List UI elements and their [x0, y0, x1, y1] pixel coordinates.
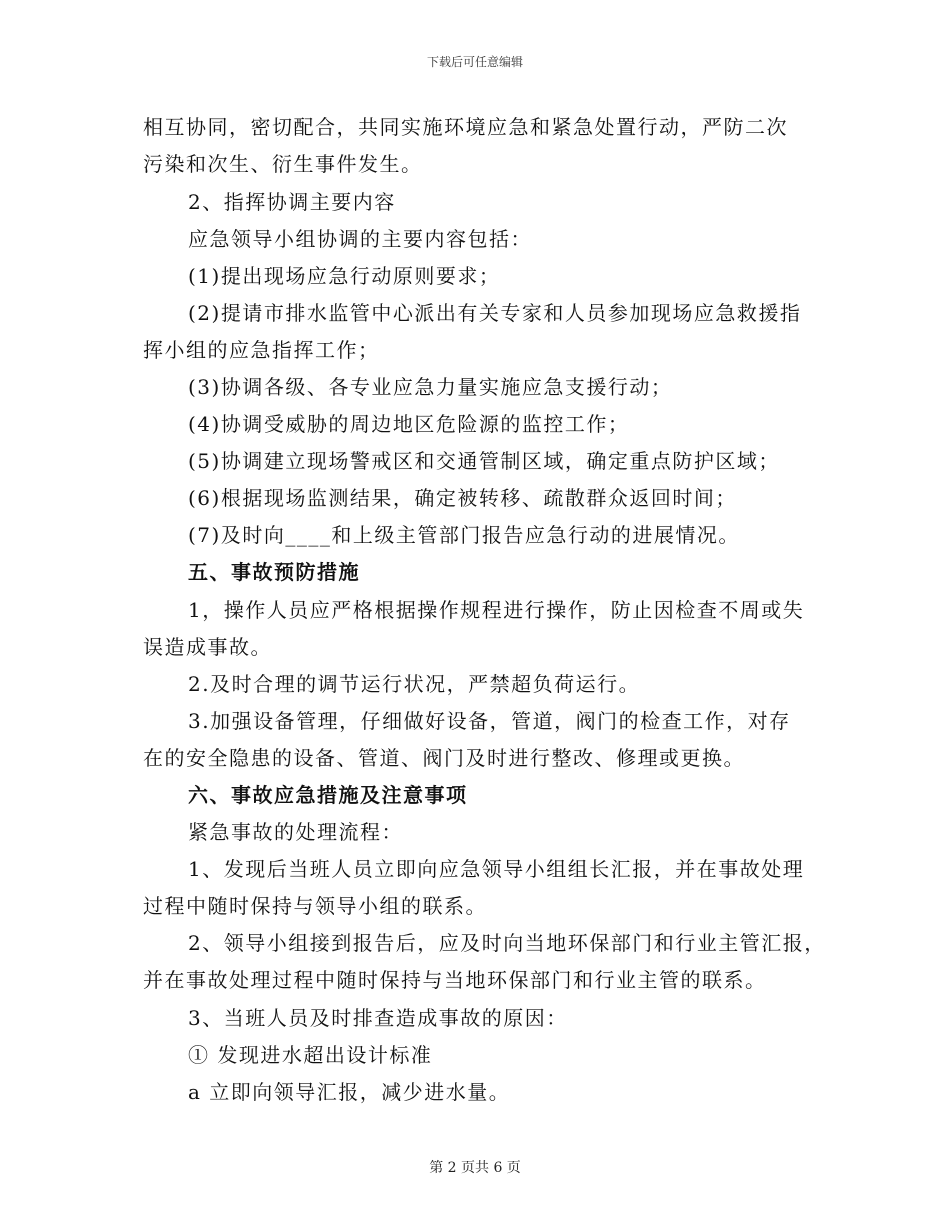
list-item: (7)及时向____和上级主管部门报告应急行动的进展情况。 — [188, 523, 740, 547]
paragraph-line: 误造成事故。 — [143, 635, 272, 659]
paragraph-line: 紧急事故的处理流程： — [188, 820, 403, 844]
paragraph-line: 在的安全隐患的设备、管道、阀门及时进行整改、修理或更换。 — [143, 746, 745, 770]
page-header: 下载后可任意编辑 — [426, 55, 523, 69]
paragraph-line: 1、发现后当班人员立即向应急领导小组组长汇报，并在事故处理 — [188, 857, 805, 881]
paragraph-line: 相互协同，密切配合，共同实施环境应急和紧急处置行动，严防二次 — [143, 115, 788, 139]
page-footer: 第 2 页共 6 页 — [429, 1160, 521, 1176]
list-item: (5)协调建立现场警戒区和交通管制区域，确定重点防护区域； — [188, 449, 780, 473]
paragraph-line: 过程中随时保持与领导小组的联系。 — [143, 894, 487, 918]
section-heading: 六、事故应急措施及注意事项 — [188, 783, 468, 807]
paragraph-line: 3、当班人员及时排查造成事故的原因： — [188, 1006, 568, 1030]
list-item: (2)提请市排水监管中心派出有关专家和人员参加现场应急救援指 — [188, 301, 802, 325]
paragraph-line: a 立即向领导汇报，减少进水量。 — [188, 1080, 511, 1104]
subheading: 2、指挥协调主要内容 — [188, 190, 396, 214]
paragraph-line: 1，操作人员应严格根据操作规程进行操作，防止因检查不周或失 — [188, 598, 805, 622]
list-item: (1)提出现场应急行动原则要求； — [188, 264, 501, 288]
paragraph-line: 3.加强设备管理，仔细做好设备，管道，阀门的检查工作，对存 — [188, 709, 791, 733]
list-item: (6)根据现场监测结果，确定被转移、疏散群众返回时间； — [188, 486, 737, 510]
paragraph-line: 污染和次生、衍生事件发生。 — [143, 152, 423, 176]
paragraph-line: ① 发现进水超出设计标准 — [188, 1043, 433, 1067]
list-item-continuation: 挥小组的应急指挥工作； — [143, 338, 380, 362]
paragraph-line: 2、领导小组接到报告后，应及时向当地环保部门和行业主管汇报， — [188, 931, 826, 955]
list-item: (3)协调各级、各专业应急力量实施应急支援行动； — [188, 375, 673, 399]
paragraph-line: 应急领导小组协调的主要内容包括： — [188, 227, 532, 251]
paragraph-line: 并在事故处理过程中随时保持与当地环保部门和行业主管的联系。 — [143, 968, 767, 992]
section-heading: 五、事故预防措施 — [188, 560, 360, 584]
list-item: (4)协调受威胁的周边地区危险源的监控工作； — [188, 412, 630, 436]
paragraph-line: 2.及时合理的调节运行状况，严禁超负荷运行。 — [188, 672, 641, 696]
